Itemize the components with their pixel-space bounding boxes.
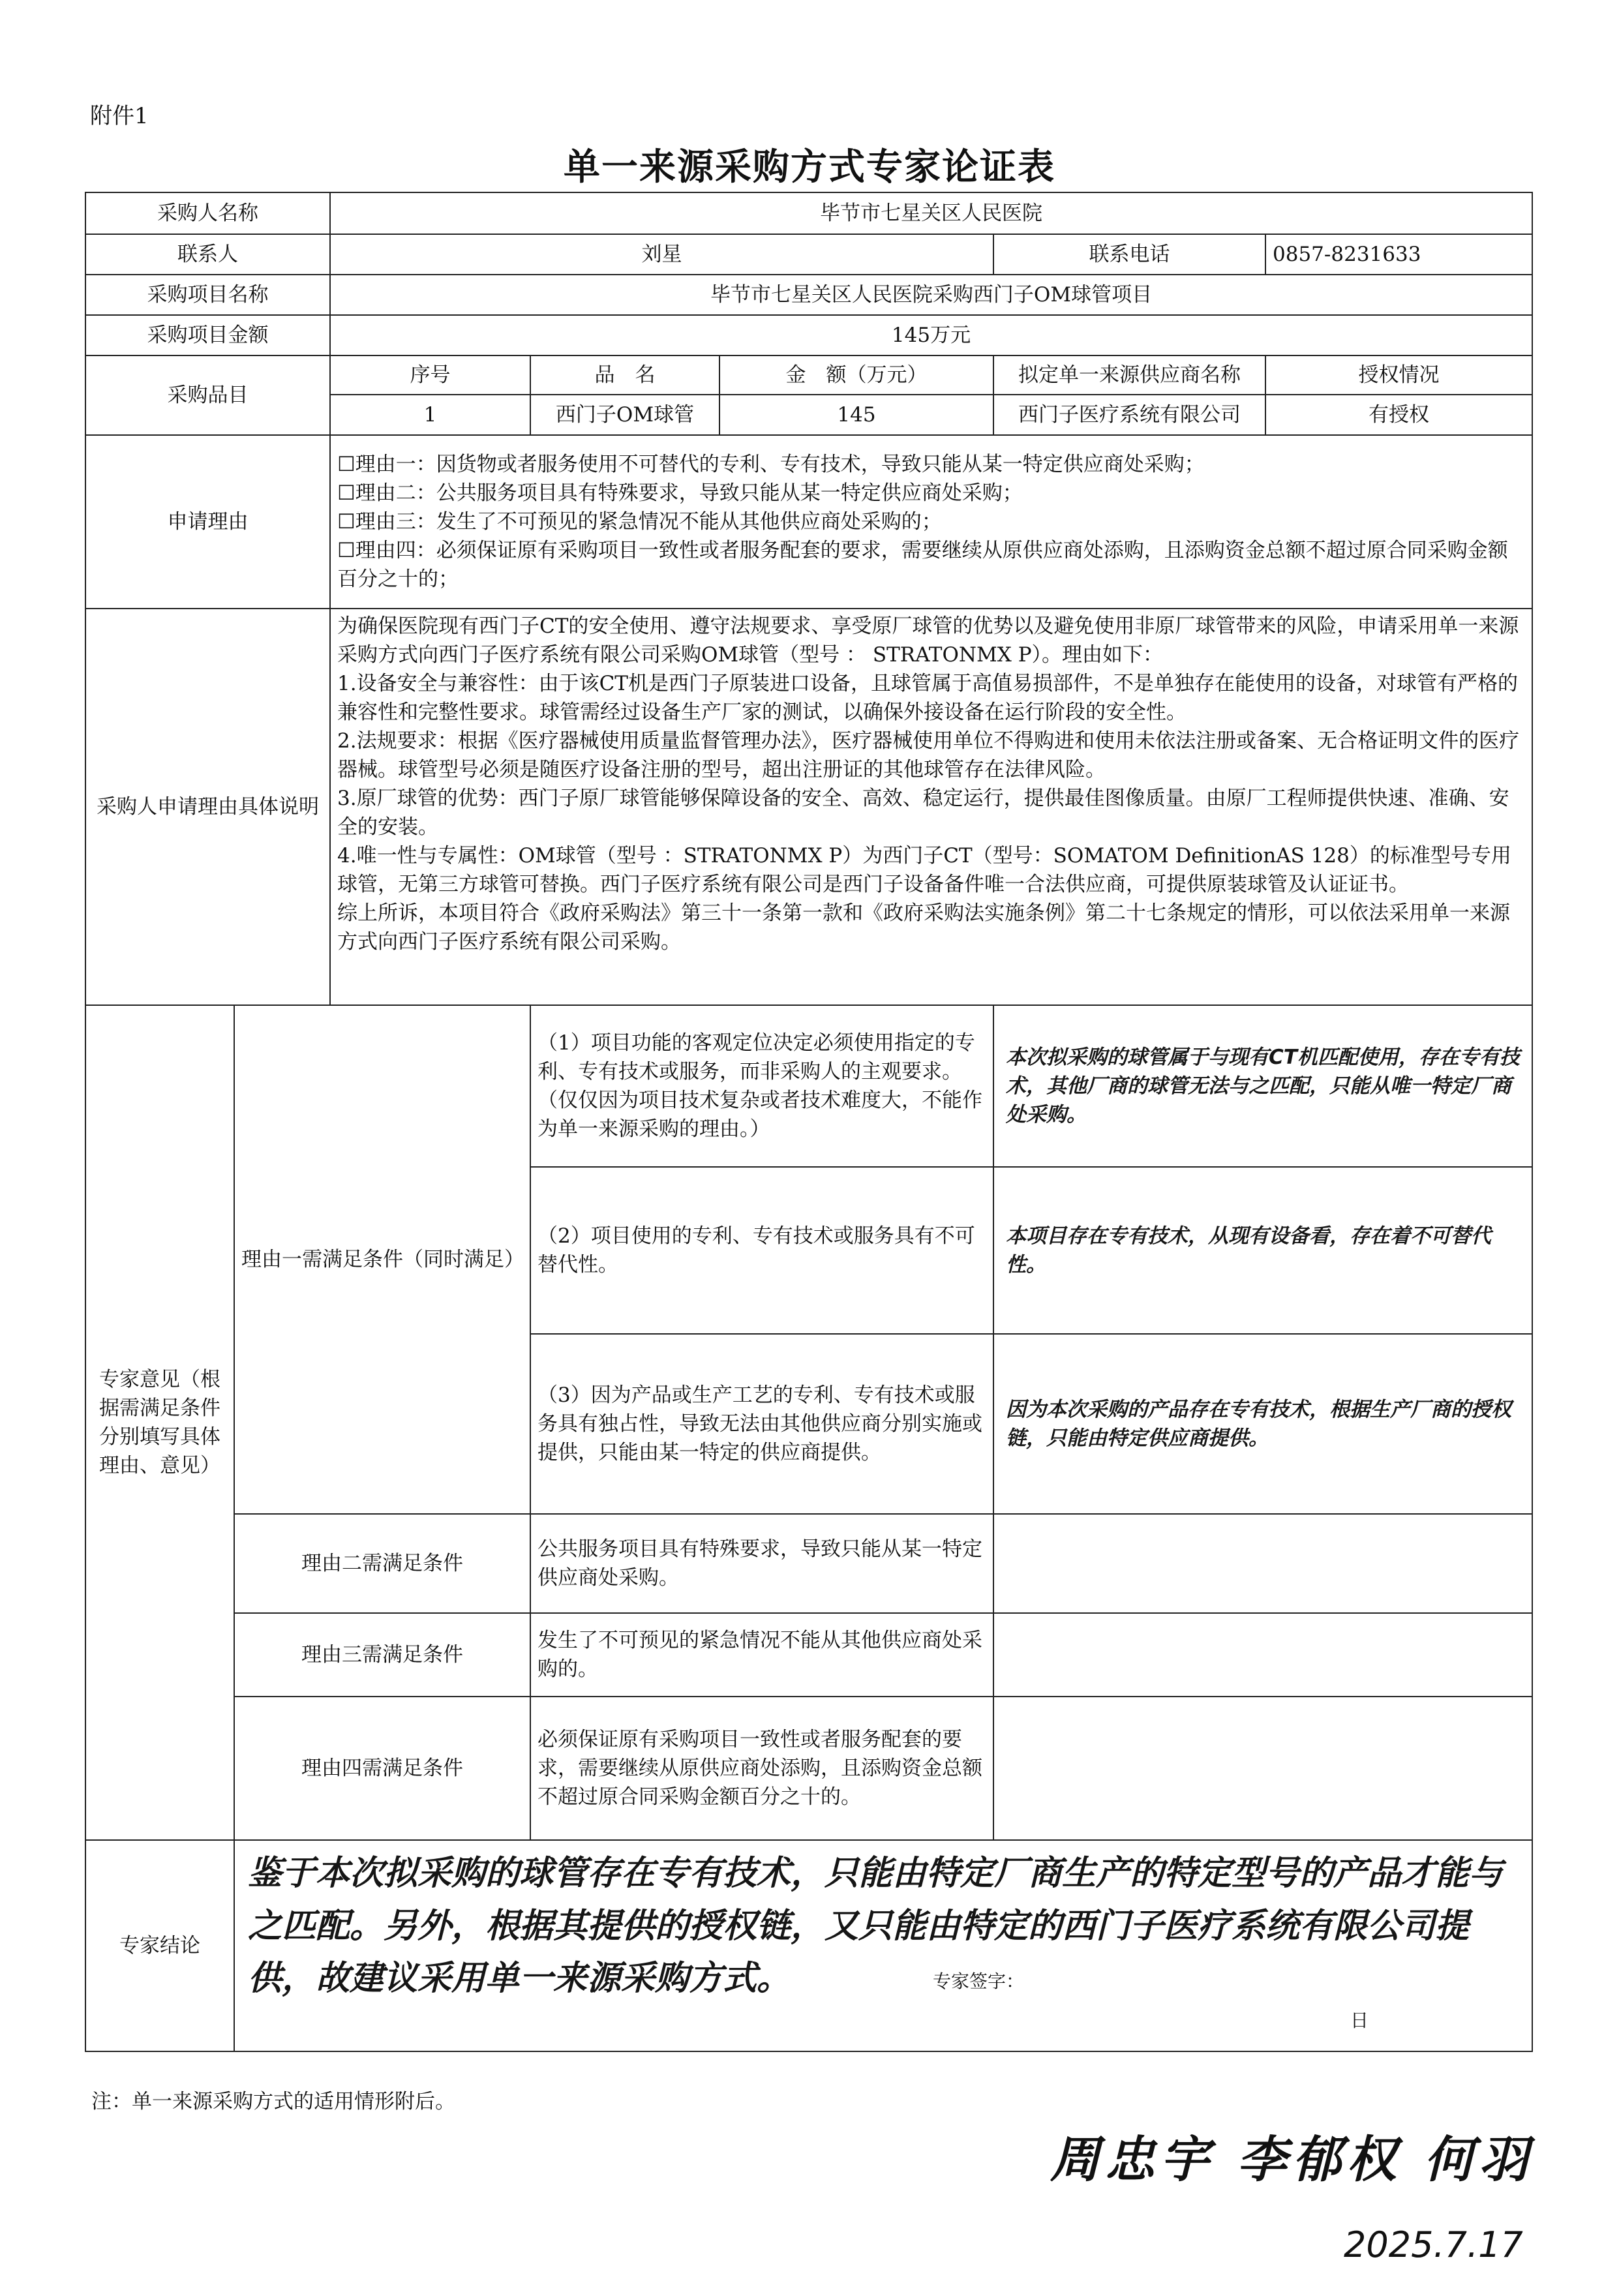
detail-paragraph-1: 1.设备安全与兼容性：由于该CT机是西门子原装进口设备，且球管属于高值易损部件，不是单独存在能使用的设备，对球管有严格的兼容性和完整性要求。球管需经过设备生产厂家的测试，以确保外接设备在运行阶段的安全性。 bbox=[337, 672, 1518, 725]
row-project-name bbox=[85, 275, 1532, 315]
cond1-handwritten-opinion: 本次拟采购的球管属于与现有CT机匹配使用，存在专有技术，其他厂商的球管无法与之匹配，只能从唯一特定厂商处采购。 bbox=[993, 1005, 1532, 1167]
apply-reason-2: ☐理由二：公共服务项目具有特殊要求，导致只能从某一特定供应商处采购； bbox=[337, 481, 1023, 505]
row-cond1 bbox=[85, 1005, 1532, 1167]
cond3-handwritten-opinion: 因为本次采购的产品存在专有技术，根据生产厂商的授权链，只能由特定供应商提供。 bbox=[993, 1334, 1532, 1514]
items-header-name: 品 名 bbox=[530, 355, 719, 395]
detail-paragraph-intro: 为确保医院现有西门子CT的安全使用、遵守法规要求、享受原厂球管的优势以及避免使用非原厂球管带来的风险，申请采用单一来源采购方式向西门子医疗系统有限公司采购OM球管（型号 ： STRATONMX P）。理由如下： bbox=[337, 614, 1519, 667]
expert-opinion-label: 专家意见（根据需满足条件分别填写具体理由、意见） bbox=[85, 1005, 234, 1840]
items-header-row bbox=[85, 355, 1532, 395]
cond3-text: （3）因为产品或生产工艺的专利、专有技术或服务具有独占性，导致无法由其他供应商分别实施或提供，只能由某一特定的供应商提供。 bbox=[530, 1334, 993, 1514]
reason2-opinion bbox=[993, 1514, 1532, 1613]
reason3-text: 发生了不可预见的紧急情况不能从其他供应商处采购的。 bbox=[530, 1613, 993, 1697]
cond2-text: （2）项目使用的专利、专有技术或服务具有不可替代性。 bbox=[530, 1167, 993, 1334]
date-label: 日 bbox=[1350, 2010, 1369, 2031]
detail-paragraph-2: 2.法规要求：根据《医疗器械使用质量监督管理办法》，医疗器械使用单位不得购进和使用未依法注册或备案、无合格证明文件的医疗器械。球管型号必须是随医疗设备注册的型号，超出注册证的其他球管存在法律风险。 bbox=[337, 729, 1520, 782]
reason3-label: 理由三需满足条件 bbox=[234, 1613, 530, 1697]
items-header-amount: 金 额（万元） bbox=[719, 355, 993, 395]
expert-review-form bbox=[85, 192, 1533, 2052]
reason1-label: 理由一需满足条件（同时满足） bbox=[234, 1005, 530, 1514]
reason3-opinion bbox=[993, 1613, 1532, 1697]
detail-paragraph-summary: 综上所诉，本项目符合《政府采购法》第三十一条第一款和《政府采购法实施条例》第二十七条规定的情形，可以依法采用单一来源方式向西门子医疗系统有限公司采购。 bbox=[337, 901, 1510, 954]
items-header-supplier: 拟定单一来源供应商名称 bbox=[993, 355, 1265, 395]
row-conclusion bbox=[85, 1840, 1532, 2051]
amount-label: 采购项目金额 bbox=[85, 315, 330, 355]
item-name: 西门子OM球管 bbox=[530, 395, 719, 435]
phone-label: 联系电话 bbox=[993, 234, 1265, 275]
conclusion-cell bbox=[234, 1840, 1532, 2051]
amount-value: 145万元 bbox=[330, 315, 1532, 355]
cond2-handwritten-opinion: 本项目存在专有技术，从现有设备看，存在着不可替代性。 bbox=[993, 1167, 1532, 1334]
row-apply-reasons bbox=[85, 435, 1532, 609]
page-title: 单一来源采购方式专家论证表 bbox=[564, 145, 1055, 189]
project-name-value: 毕节市七星关区人民医院采购西门子OM球管项目 bbox=[330, 275, 1532, 315]
item-amount: 145 bbox=[719, 395, 993, 435]
apply-reason-3: ☐理由三：发生了不可预见的紧急情况不能从其他供应商处采购的； bbox=[337, 509, 942, 534]
row-reason3 bbox=[85, 1613, 1532, 1697]
cond1-text: （1）项目功能的客观定位决定必须使用指定的专利、专有技术或服务，而非采购人的主观要求。（仅仅因为项目技术复杂或者技术难度大，不能作为单一来源采购的理由。） bbox=[530, 1005, 993, 1167]
expert-signatures: 周忠宇 李郁权 何羽 bbox=[1050, 2130, 1534, 2188]
row-amount bbox=[85, 315, 1532, 355]
detail-paragraph-4: 4.唯一性与专属性：OM球管（型号 ：STRATONMX P）为西门子CT（型号：SOMATOM DefinitionAS 128）的标准型号专用球管，无第三方球管可替换。西门子医疗系统有限公司是西门子设备备件唯一合法供应商，可提供原装球管及认证证书。 bbox=[337, 844, 1511, 897]
purchaser-value: 毕节市七星关区人民医院 bbox=[330, 192, 1532, 234]
purchaser-label: 采购人名称 bbox=[85, 192, 330, 234]
contact-value: 刘星 bbox=[330, 234, 993, 275]
items-header-auth: 授权情况 bbox=[1265, 355, 1532, 395]
item-supplier: 西门子医疗系统有限公司 bbox=[993, 395, 1265, 435]
detail-label: 采购人申请理由具体说明 bbox=[85, 609, 330, 1005]
reason4-opinion bbox=[993, 1697, 1532, 1840]
conclusion-label: 专家结论 bbox=[85, 1840, 234, 2051]
conclusion-handwritten: 鉴于本次拟采购的球管存在专有技术，只能由特定厂商生产的特定型号的产品才能与之匹配。另外，根据其提供的授权链，又只能由特定的西门子医疗系统有限公司提供，故建议采用单一来源采购方式。 bbox=[248, 1854, 1504, 1999]
reason4-label: 理由四需满足条件 bbox=[234, 1697, 530, 1840]
expert-sign-label: 专家签字： bbox=[933, 1971, 1025, 1992]
items-label: 采购品目 bbox=[85, 355, 330, 435]
handwritten-date: 2025.7.17 bbox=[1344, 2224, 1523, 2265]
apply-reason-4: ☐理由四：必须保证原有采购项目一致性或者服务配套的要求，需要继续从原供应商处添购，且添购资金总额不超过原合同采购金额百分之十的； bbox=[337, 539, 1508, 592]
footnote: 注：单一来源采购方式的适用情形附后。 bbox=[91, 2090, 455, 2113]
apply-reason-list bbox=[330, 435, 1532, 609]
row-contact bbox=[85, 234, 1532, 275]
apply-reason-1: ☐理由一：因货物或者服务使用不可替代的专利、专有技术，导致只能从某一特定供应商处采购； bbox=[337, 452, 1205, 476]
phone-value: 0857-8231633 bbox=[1265, 234, 1532, 275]
detail-paragraph-3: 3.原厂球管的优势：西门子原厂球管能够保障设备的安全、高效、稳定运行，提供最佳图像质量。由原厂工程师提供快速、准确、安全的安装。 bbox=[337, 787, 1509, 839]
apply-reason-label: 申请理由 bbox=[85, 435, 330, 609]
row-reason2 bbox=[85, 1514, 1532, 1613]
row-reason4 bbox=[85, 1697, 1532, 1840]
reason4-text: 必须保证原有采购项目一致性或者服务配套的要求，需要继续从原供应商处添购，且添购资金总额不超过原合同采购金额百分之十的。 bbox=[530, 1697, 993, 1840]
reason2-label: 理由二需满足条件 bbox=[234, 1514, 530, 1613]
reason2-text: 公共服务项目具有特殊要求，导致只能从某一特定供应商处采购。 bbox=[530, 1514, 993, 1613]
attachment-label: 附件1 bbox=[90, 103, 149, 129]
row-purchaser bbox=[85, 192, 1532, 234]
item-auth: 有授权 bbox=[1265, 395, 1532, 435]
project-name-label: 采购项目名称 bbox=[85, 275, 330, 315]
detail-text bbox=[330, 609, 1532, 1005]
row-detail bbox=[85, 609, 1532, 1005]
contact-label: 联系人 bbox=[85, 234, 330, 275]
items-header-no: 序号 bbox=[330, 355, 530, 395]
item-no: 1 bbox=[330, 395, 530, 435]
